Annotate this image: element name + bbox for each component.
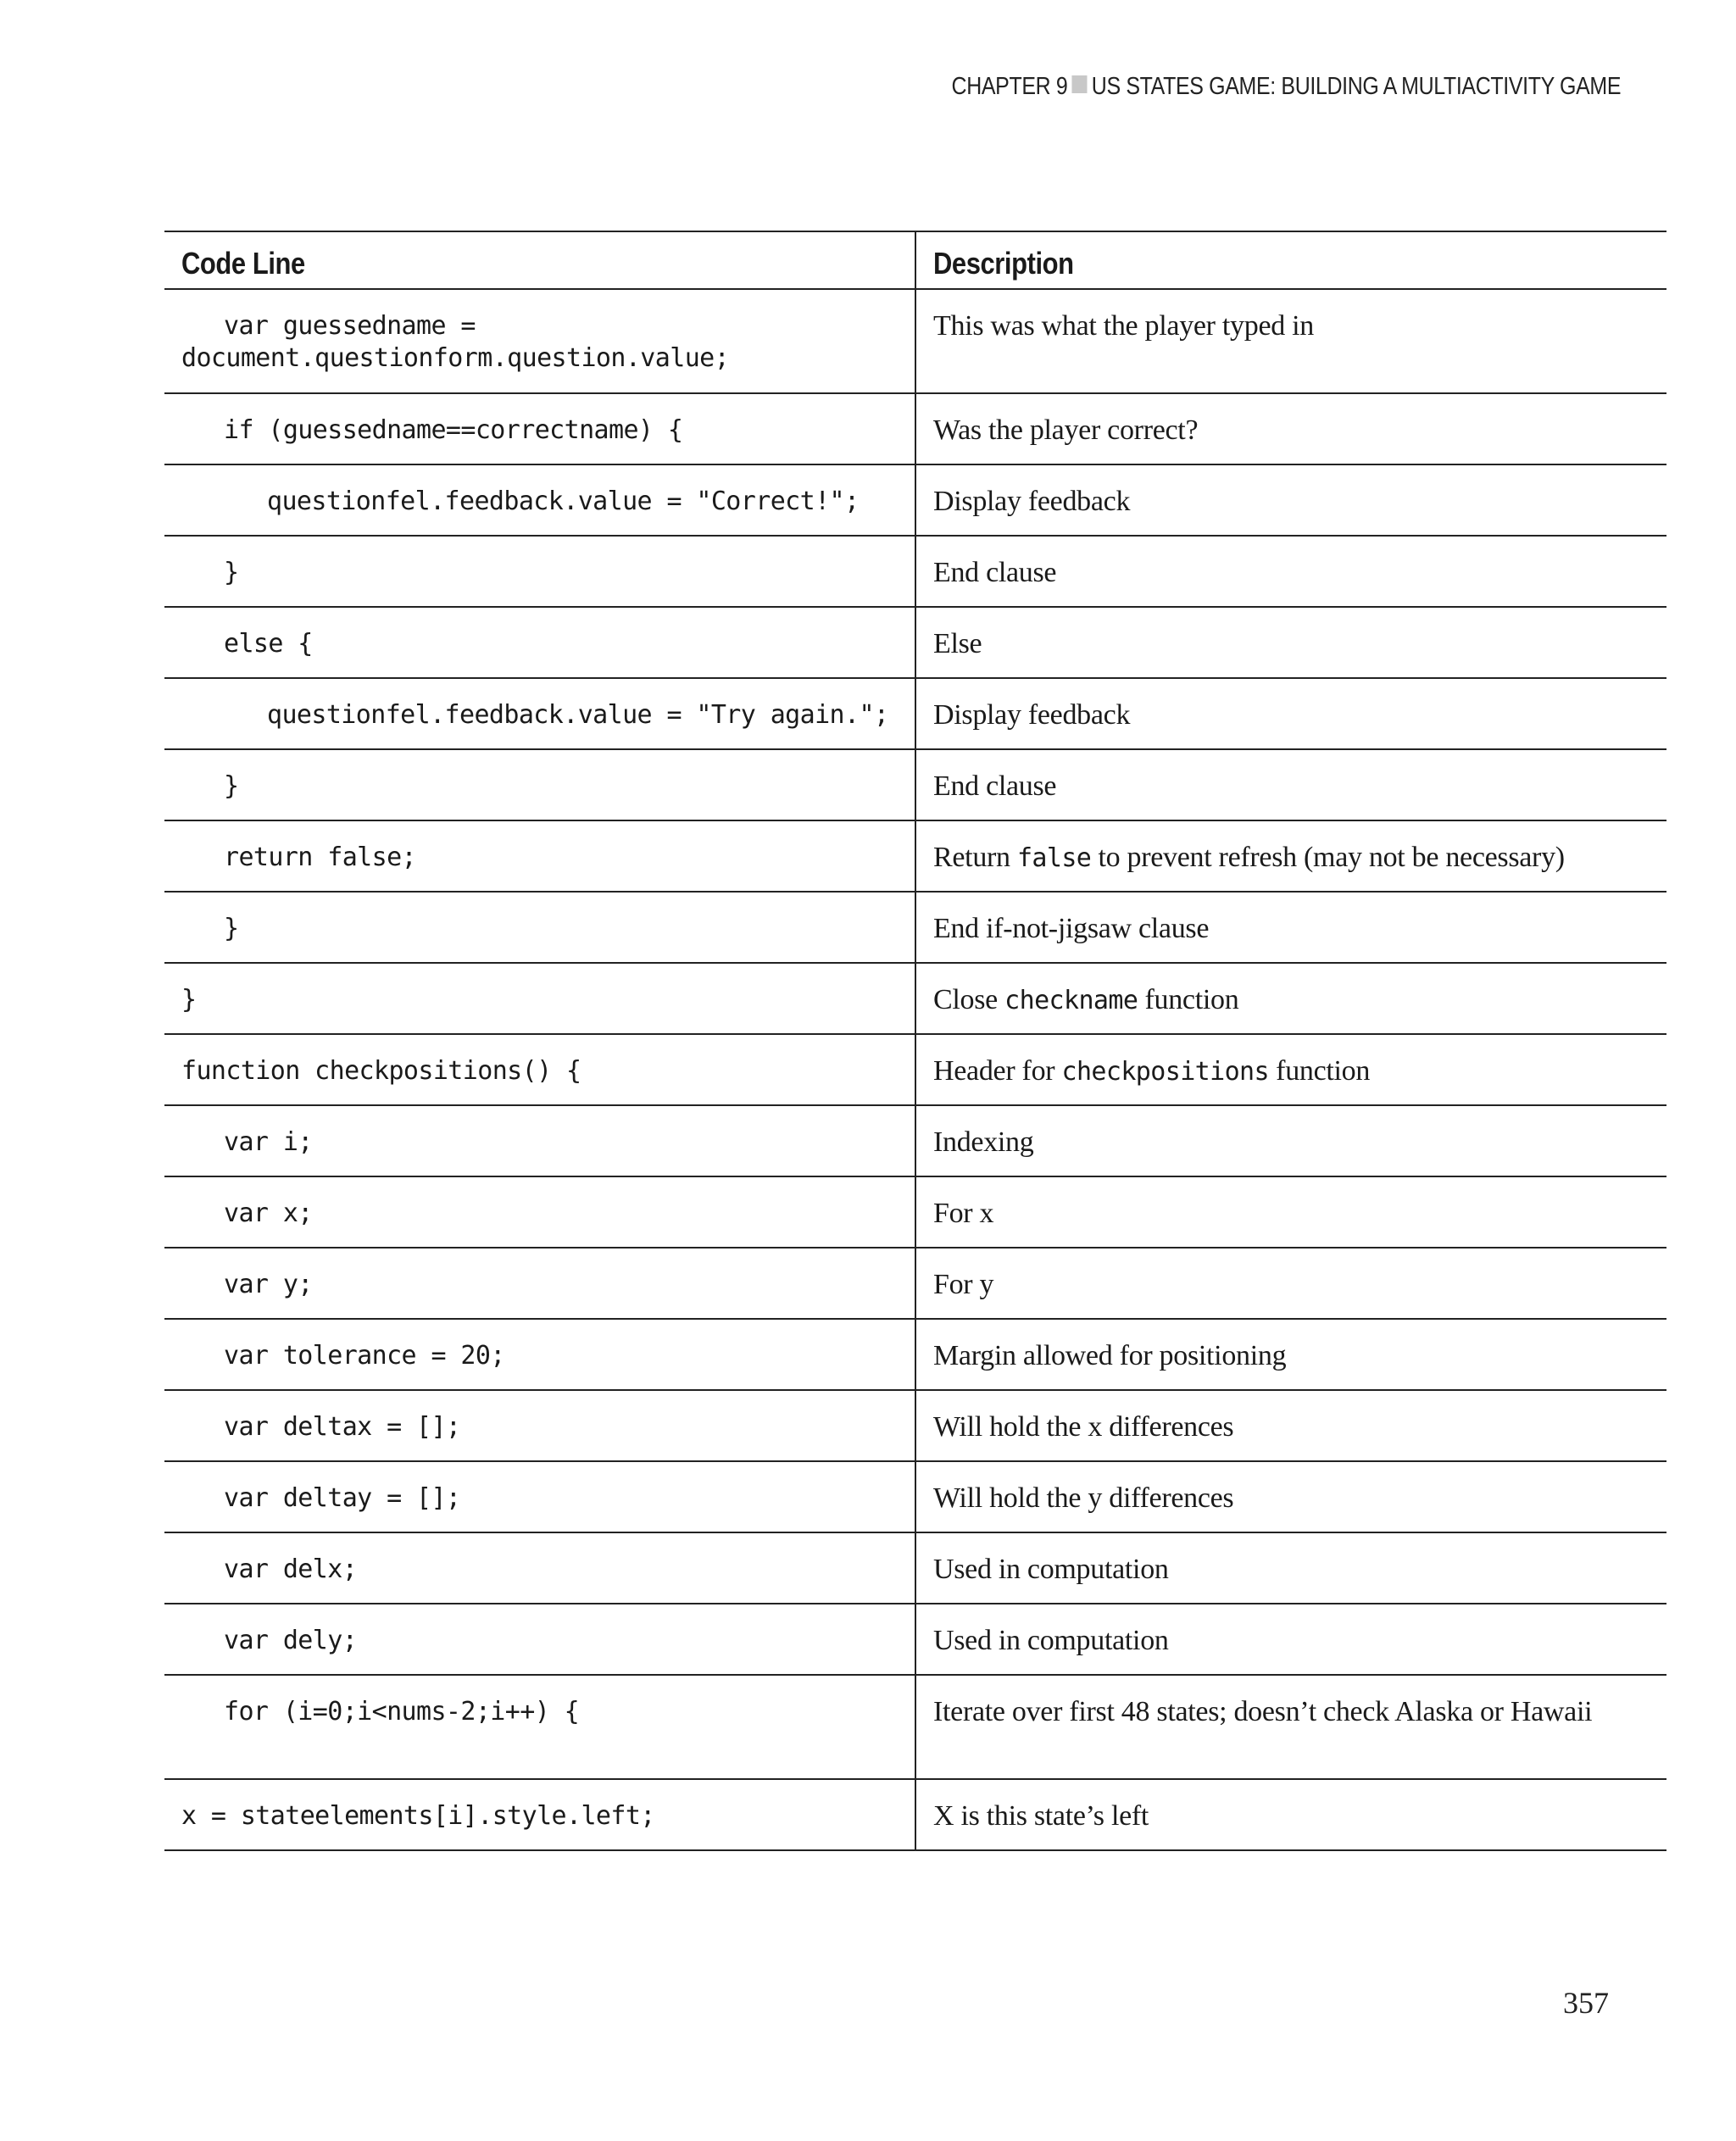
code-cell: var i;	[164, 1105, 915, 1176]
table-row	[164, 289, 1666, 393]
code-cell: if (guessedname==correctname) {	[164, 393, 915, 464]
table-row	[164, 1675, 1666, 1779]
description-cell: Header for checkpositions function	[933, 1055, 1371, 1087]
description-cell: Close checkname function	[933, 984, 1239, 1015]
description-cell: Display feedback	[933, 699, 1131, 731]
table-row	[164, 1779, 1666, 1850]
code-cell: }	[164, 749, 915, 820]
table-row	[164, 749, 1666, 820]
chapter-title: US STATES GAME: BUILDING A MULTIACTIVITY GAME	[1091, 73, 1621, 100]
code-cell: var tolerance = 20;	[164, 1319, 915, 1390]
description-cell: Was the player correct?	[933, 414, 1199, 446]
table-header-row	[164, 231, 1666, 289]
table-row	[164, 464, 1666, 536]
separator-square-icon	[1071, 75, 1087, 93]
table-row	[164, 1105, 1666, 1176]
table-row	[164, 820, 1666, 892]
table-row	[164, 1176, 1666, 1248]
page-number: 357	[1563, 1986, 1609, 2020]
table-row	[164, 1319, 1666, 1390]
code-cell: function checkpositions() {	[164, 1034, 915, 1105]
description-cell: For y	[933, 1269, 994, 1300]
description-cell: Will hold the y differences	[933, 1482, 1234, 1514]
code-cell: }	[164, 963, 915, 1034]
column-header-description: Description	[933, 246, 1074, 281]
code-cell: var delx;	[164, 1532, 915, 1604]
code-cell: var y;	[164, 1248, 915, 1319]
code-cell: else {	[164, 607, 915, 678]
description-cell: Used in computation	[933, 1554, 1169, 1585]
description-cell: Return false to prevent refresh (may not be necessary)	[933, 842, 1565, 873]
code-cell: x = stateelements[i].style.left;	[164, 1779, 915, 1850]
table-row	[164, 1604, 1666, 1675]
table-row	[164, 1461, 1666, 1532]
inline-code: checkname	[1004, 986, 1138, 1015]
table-row	[164, 678, 1666, 749]
table-row	[164, 536, 1666, 607]
description-cell: This was what the player typed in	[933, 310, 1314, 342]
code-cell: }	[164, 892, 915, 963]
description-cell: For x	[933, 1198, 994, 1229]
inline-code: checkpositions	[1061, 1057, 1269, 1087]
description-cell: Will hold the x differences	[933, 1411, 1234, 1443]
table-row	[164, 607, 1666, 678]
code-cell: return false;	[164, 820, 915, 892]
code-cell: questionfel.feedback.value = "Try again.";	[164, 678, 915, 749]
code-cell: var x;	[164, 1176, 915, 1248]
code-cell: for (i=0;i<nums-2;i++) {	[164, 1675, 915, 1779]
table-row	[164, 892, 1666, 963]
description-cell: X is this state’s left	[933, 1800, 1149, 1832]
description-cell: End if-not-jigsaw clause	[933, 913, 1210, 944]
description-cell: End clause	[933, 770, 1057, 802]
description-cell: Indexing	[933, 1126, 1034, 1158]
chapter-label: CHAPTER 9	[951, 73, 1068, 100]
description-cell: End clause	[933, 557, 1057, 588]
table-row	[164, 1034, 1666, 1105]
code-cell: var guessedname = document.questionform.question.value;	[164, 289, 915, 393]
description-cell: Margin allowed for positioning	[933, 1340, 1287, 1371]
code-cell: var deltax = [];	[164, 1390, 915, 1461]
code-description-table	[164, 231, 1666, 1851]
code-cell: var deltay = [];	[164, 1461, 915, 1532]
table-row	[164, 1532, 1666, 1604]
table-row	[164, 963, 1666, 1034]
table-row	[164, 393, 1666, 464]
table-row	[164, 1390, 1666, 1461]
code-cell: questionfel.feedback.value = "Correct!";	[164, 464, 915, 536]
table-row	[164, 1248, 1666, 1319]
code-cell: }	[164, 536, 915, 607]
code-cell: var dely;	[164, 1604, 915, 1675]
description-cell: Iterate over first 48 states; doesn’t check Alaska or Hawaii	[933, 1696, 1593, 1727]
description-cell: Used in computation	[933, 1625, 1169, 1656]
column-header-code: Code Line	[164, 231, 915, 289]
inline-code: false	[1016, 843, 1092, 873]
description-cell: Display feedback	[933, 486, 1131, 517]
description-cell: Else	[933, 628, 982, 659]
running-head	[951, 73, 1621, 101]
